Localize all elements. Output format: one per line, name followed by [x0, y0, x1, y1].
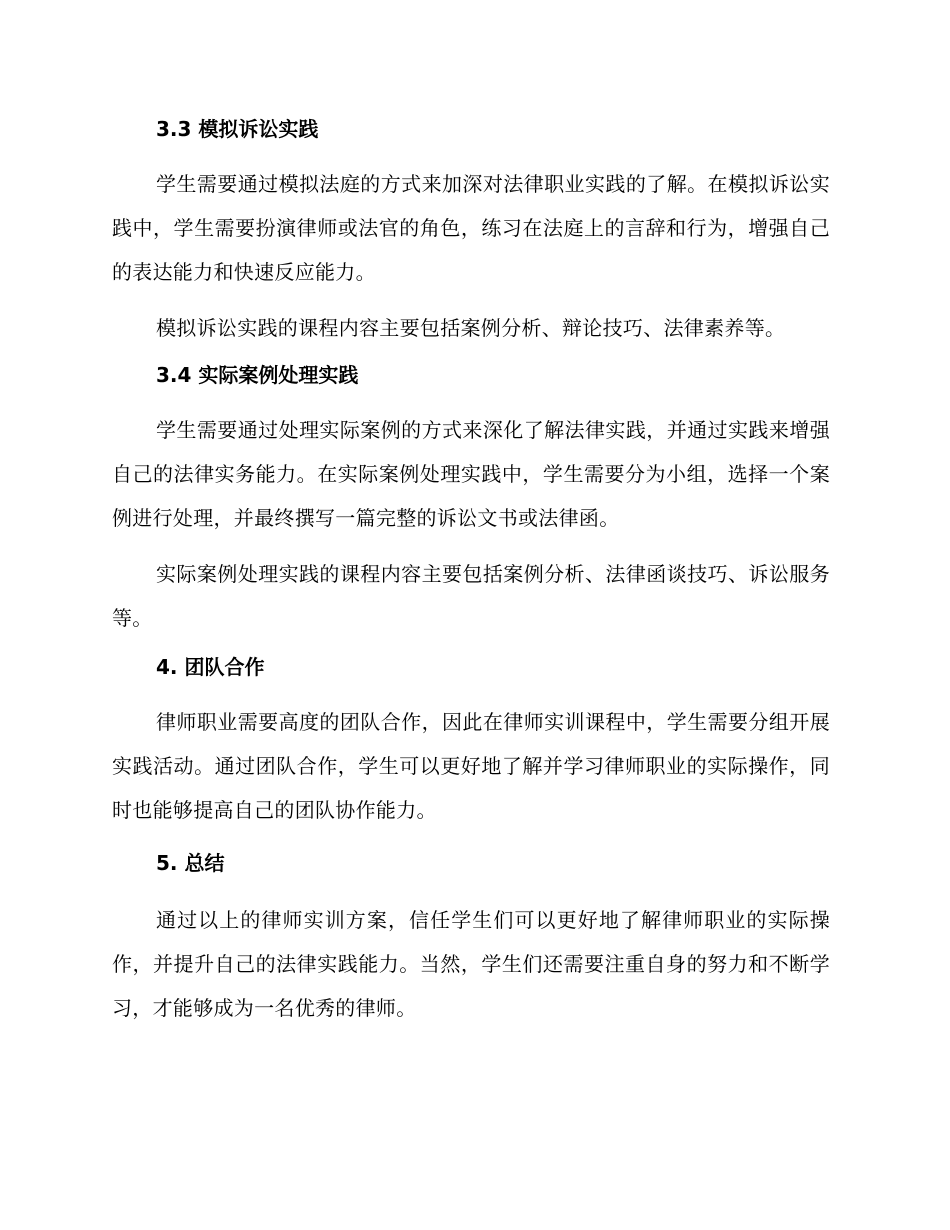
section-heading-3-4: 3.4 实际案例处理实践	[156, 363, 359, 387]
section-heading-4: 4. 团队合作	[156, 655, 265, 679]
paragraph: 模拟诉讼实践的课程内容主要包括案例分析、辩论技巧、法律素养等。	[156, 316, 786, 340]
section-heading-3-3: 3.3 模拟诉讼实践	[156, 117, 319, 141]
paragraph: 通过以上的律师实训方案，信任学生们可以更好地了解律师职业的实际操作，并提升自己的法律实践能力。当然，学生们还需要注重自身的努力和不断学习，才能够成为一名优秀的律师。	[112, 908, 830, 1020]
paragraph: 学生需要通过模拟法庭的方式来加深对法律职业实践的了解。在模拟诉讼实践中，学生需要扮演律师或法官的角色，练习在法庭上的言辞和行为，增强自己的表达能力和快速反应能力。	[112, 172, 830, 284]
paragraph: 学生需要通过处理实际案例的方式来深化了解法律实践，并通过实践来增强自己的法律实务能力。在实际案例处理实践中，学生需要分为小组，选择一个案例进行处理，并最终撰写一篇完整的诉讼文书或法律函。	[112, 418, 830, 530]
document-body	[112, 112, 830, 1030]
paragraph: 律师职业需要高度的团队合作，因此在律师实训课程中，学生需要分组开展实践活动。通过团队合作，学生可以更好地了解并学习律师职业的实际操作，同时也能够提高自己的团队协作能力。	[112, 710, 830, 822]
section-heading-5: 5. 总结	[156, 851, 225, 875]
paragraph: 实际案例处理实践的课程内容主要包括案例分析、法律函谈技巧、诉讼服务等。	[112, 562, 830, 630]
